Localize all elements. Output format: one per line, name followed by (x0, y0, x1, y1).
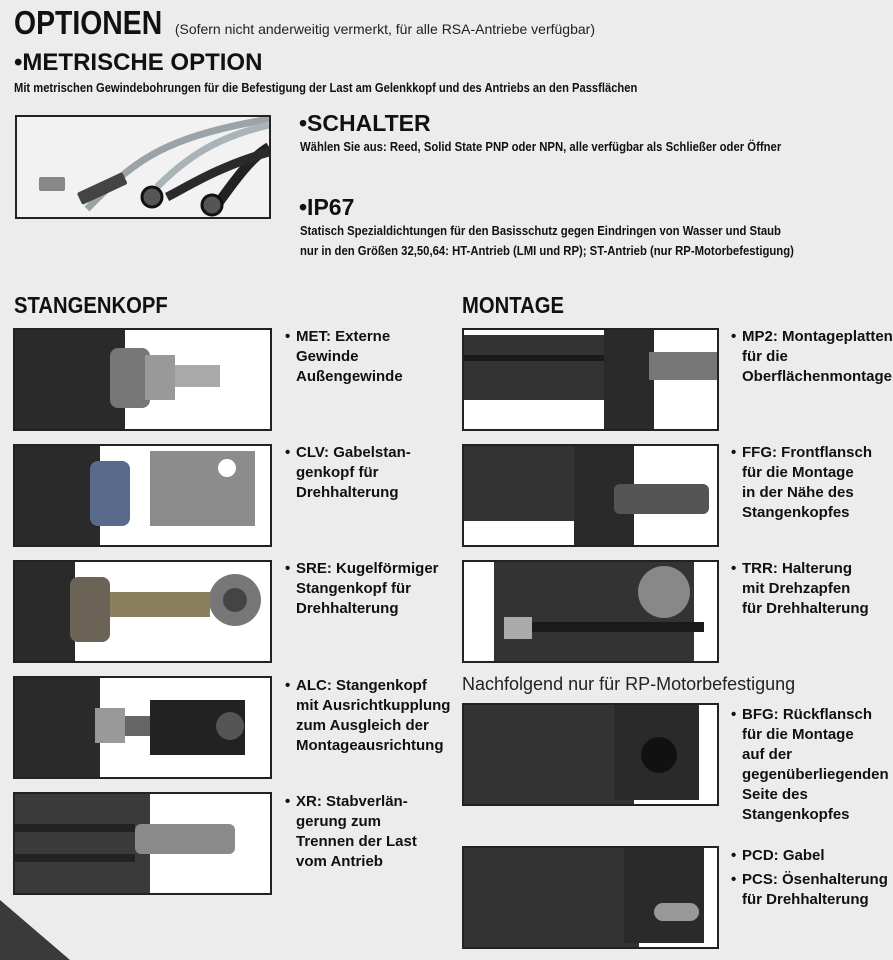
caption-line: Oberflächenmontage (742, 368, 893, 385)
caption-line: Drehhalterung (296, 484, 399, 501)
caption-bullet: • (731, 328, 737, 345)
caption-line: zum Ausgleich der (296, 717, 429, 734)
caption-line: Drehhalterung (296, 600, 399, 617)
pcd-pcs-photo (462, 846, 719, 949)
caption-bullet: • (285, 793, 291, 810)
mounting-caption-pcs (731, 870, 888, 910)
caption-bullet: • (285, 560, 291, 577)
page-title-note: (Sofern nicht anderweitig vermerkt, für alle RSA-Antriebe verfügbar) (174, 21, 595, 37)
caption-line: MET: Externe (296, 328, 391, 345)
switch-photo (15, 115, 271, 219)
switch-heading: •SCHALTER (299, 110, 431, 136)
caption-bullet: • (285, 444, 291, 461)
caption-bullet: • (731, 871, 737, 888)
caption-bullet: • (285, 328, 291, 345)
caption-bullet: • (731, 444, 737, 461)
corner-decoration (0, 900, 70, 960)
caption-line: gerung zum (296, 813, 381, 830)
ffg-photo (462, 444, 719, 547)
rod-end-heading: STANGENKOPF (14, 292, 168, 318)
metric-option-description: Mit metrischen Gewindebohrungen für die Befestigung der Last am Gelenkkopf und des Antriebs an den Passflächen (14, 80, 638, 95)
caption-line: auf der (742, 746, 793, 763)
metric-option-heading: •METRISCHE OPTION (14, 49, 263, 76)
caption-line: XR: Stabverlän- (296, 793, 408, 810)
caption-line: BFG: Rückflansch (742, 706, 873, 723)
rod-end-caption-alc (285, 676, 450, 756)
mounting-caption-pcd (731, 846, 825, 866)
mounting-caption-trr (731, 559, 869, 619)
ip67-description (300, 221, 794, 261)
caption-line: gegenüberliegenden (742, 766, 889, 783)
caption-bullet: • (285, 677, 291, 694)
ip67-line: Statisch Spezialdichtungen für den Basisschutz gegen Eindringen von Wasser und Staub (300, 223, 781, 238)
caption-line: mit Drehzapfen (742, 580, 851, 597)
caption-line: Trennen der Last (296, 833, 417, 850)
mounting-caption-ffg (731, 443, 872, 523)
bfg-photo (462, 703, 719, 806)
switch-description: Wählen Sie aus: Reed, Solid State PNP oder NPN, alle verfügbar als Schließer oder Öffner (300, 139, 782, 154)
caption-line: in der Nähe des (742, 484, 854, 501)
caption-bullet: • (731, 560, 737, 577)
rod-end-caption-xr (285, 792, 417, 872)
caption-line: für die Montage (742, 464, 854, 481)
caption-line: für Drehhalterung (742, 600, 869, 617)
caption-line: genkopf für (296, 464, 379, 481)
caption-bullet: • (731, 706, 737, 723)
caption-line: FFG: Frontflansch (742, 444, 872, 461)
mounting-caption-bfg (731, 705, 889, 825)
caption-line: Stangenkopf für (296, 580, 411, 597)
caption-line: PCS: Ösenhalterung (742, 871, 888, 888)
caption-line: SRE: Kugelförmiger (296, 560, 439, 577)
caption-line: MP2: Montageplatten (742, 328, 893, 345)
caption-line: mit Ausrichtkupplung (296, 697, 451, 714)
caption-line: Stangenkopfes (742, 806, 850, 823)
page-header (14, 4, 595, 42)
ip67-line: nur in den Größen 32,50,64: HT-Antrieb (LMI und RP); ST-Antrieb (nur RP-Motorbefestigung) (300, 243, 794, 258)
caption-line: TRR: Halterung (742, 560, 852, 577)
caption-line: Seite des (742, 786, 808, 803)
caption-line: Stangenkopfes (742, 504, 850, 521)
page-title: OPTIONEN (14, 4, 163, 41)
caption-line: PCD: Gabel (742, 847, 825, 864)
xr-photo (13, 792, 272, 895)
caption-bullet: • (731, 847, 737, 864)
rod-end-caption-met (285, 327, 403, 387)
caption-line: für die Montage (742, 726, 854, 743)
mounting-caption-mp2 (731, 327, 893, 387)
mp2-photo (462, 328, 719, 431)
ip67-heading: •IP67 (299, 194, 355, 220)
caption-line: Gewinde (296, 348, 359, 365)
met-photo (13, 328, 272, 431)
clv-photo (13, 444, 272, 547)
alc-photo (13, 676, 272, 779)
rod-end-caption-sre (285, 559, 439, 619)
caption-line: CLV: Gabelstan- (296, 444, 411, 461)
caption-line: ALC: Stangenkopf (296, 677, 427, 694)
rp-mount-note: Nachfolgend nur für RP-Motorbefestigung (462, 674, 796, 694)
mounting-heading: MONTAGE (462, 292, 564, 318)
caption-line: vom Antrieb (296, 853, 383, 870)
caption-line: Montageausrichtung (296, 737, 444, 754)
caption-line: für Drehhalterung (742, 891, 869, 908)
caption-line: für die (742, 348, 788, 365)
sre-photo (13, 560, 272, 663)
rod-end-caption-clv (285, 443, 411, 503)
caption-line: Außengewinde (296, 368, 403, 385)
trr-photo (462, 560, 719, 663)
